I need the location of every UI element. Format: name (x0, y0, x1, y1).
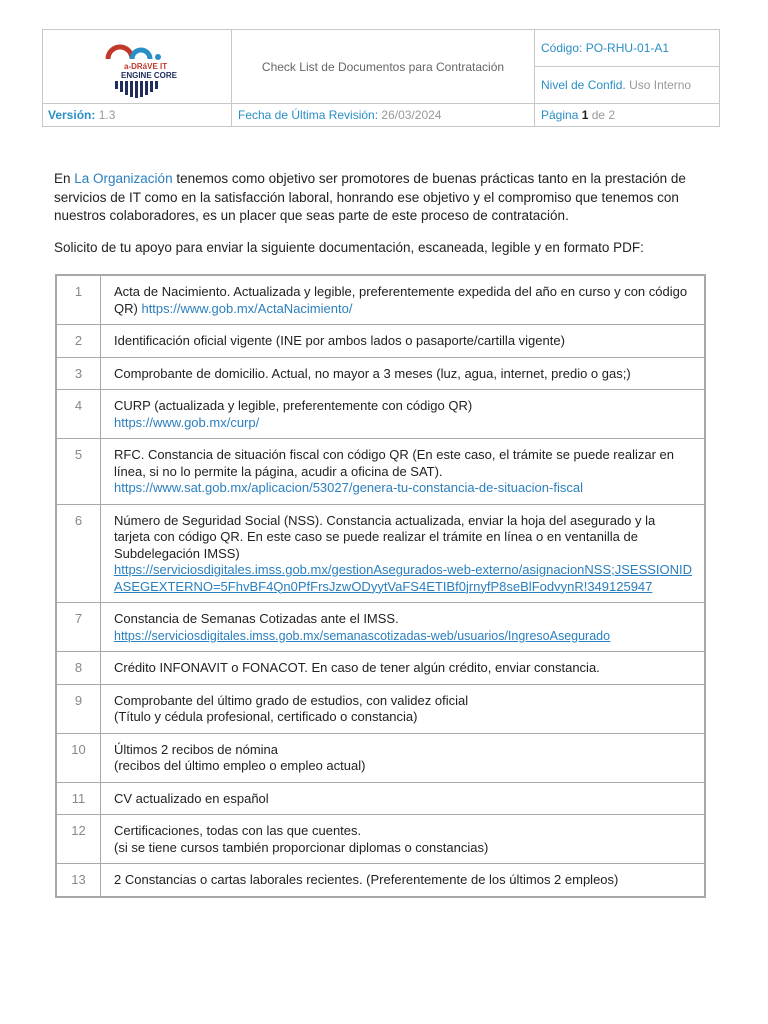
item-link[interactable]: https://serviciosdigitales.imss.gob.mx/gestionAsegurados-web-externo/asignacionNSS;JSESSIONIDASEGEXTERNO=5FhvBF4Qn0PfFrsJzwODyytVaFS4ETIBf0jrnyfP8seBlFodvynR!349125947 (114, 562, 693, 594)
item-number: 10 (56, 733, 101, 782)
fecha-label: Fecha de Última Revisión: (238, 108, 379, 122)
organization-link[interactable]: La Organización (74, 171, 173, 186)
item-number: 8 (56, 652, 101, 685)
table-row (56, 652, 705, 685)
item-text: Identificación oficial vigente (INE por ambos lados o pasaporte/cartilla vigente) (101, 325, 706, 358)
logo-line1: a-DRáVE IT (124, 61, 168, 71)
item-number: 7 (56, 603, 101, 652)
company-logo (94, 37, 180, 99)
item-number: 1 (56, 275, 101, 325)
table-row (56, 439, 705, 505)
logo-cell (43, 30, 232, 104)
requirements-table (55, 274, 706, 898)
version-value: 1.3 (98, 108, 116, 122)
item-link[interactable]: https://serviciosdigitales.imss.gob.mx/semanascotizadas-web/usuarios/IngresoAsegurado (114, 628, 611, 643)
table-row (56, 504, 705, 603)
item-content (101, 684, 706, 733)
table-row (56, 815, 705, 864)
table-row (56, 325, 705, 358)
item-link[interactable]: https://www.gob.mx/ActaNacimiento/ (141, 300, 353, 316)
table-row (56, 733, 705, 782)
intro-paragraph-2: Solicito de tu apoyo para enviar la siguiente documentación, escaneada, legible y en formato PDF: (54, 239, 644, 255)
item-number: 4 (56, 390, 101, 439)
document-header (42, 29, 720, 127)
item-text: RFC. Constancia de situación fiscal con código QR (En este caso, el trámite se puede realizar en línea, si no lo permite la página, acudir a oficina de SAT). (114, 447, 674, 479)
intro-prefix: En (54, 171, 75, 186)
item-number: 5 (56, 439, 101, 505)
codigo-value: PO-RHU-01-A1 (585, 41, 670, 55)
item-number: 12 (56, 815, 101, 864)
fecha-value: 26/03/2024 (381, 108, 442, 122)
table-row (56, 390, 705, 439)
item-subtext: (Título y cédula profesional, certificado o constancia) (114, 709, 418, 724)
item-number: 2 (56, 325, 101, 358)
item-text: Acta de Nacimiento. Actualizada y legible, preferentemente expedida del año en curso y con código QR) (114, 284, 688, 316)
version-cell (43, 104, 232, 127)
item-text: 2 Constancias o cartas laborales recientes. (Preferentemente de los últimos 2 empleos) (101, 864, 706, 897)
item-content (101, 815, 706, 864)
item-text: Crédito INFONAVIT o FONACOT. En caso de tener algún crédito, enviar constancia. (101, 652, 706, 685)
pagina-label: Página (541, 108, 579, 122)
version-label: Versión: (48, 108, 96, 122)
item-link[interactable]: https://www.gob.mx/curp/ (114, 414, 260, 430)
item-content (101, 275, 706, 325)
item-text: Constancia de Semanas Cotizadas ante el IMSS. (114, 611, 399, 626)
codigo-cell (535, 30, 720, 67)
intro-body: tenemos como objetivo ser promotores de buenas prácticas tanto en la prestación de servicios de IT como en la satisfacción laboral, honrando ese objetivo y el compromiso que tenemos con nuestros colaboradores, es un placer que seas parte de este proceso de contratación. (54, 171, 686, 223)
item-content (101, 603, 706, 652)
logo-line2: ENGINE CORE (121, 70, 178, 80)
item-number: 11 (56, 782, 101, 815)
item-text: Últimos 2 recibos de nómina (114, 741, 279, 757)
fecha-cell (232, 104, 535, 127)
table-row (56, 684, 705, 733)
nivel-cell (535, 67, 720, 104)
item-number: 13 (56, 864, 101, 897)
pagina-cell (535, 104, 720, 127)
document-title: Check List de Documentos para Contratación (232, 30, 535, 104)
item-text: CV actualizado en español (101, 782, 706, 815)
item-number: 9 (56, 684, 101, 733)
pagina-total: de 2 (591, 108, 616, 122)
table-row (56, 275, 705, 325)
item-content (101, 439, 706, 505)
item-number: 3 (56, 357, 101, 390)
item-text: Certificaciones, todas con las que cuentes. (114, 823, 362, 838)
item-subtext: (recibos del último empleo o empleo actual) (114, 758, 366, 773)
item-content (101, 733, 706, 782)
item-link[interactable]: https://www.sat.gob.mx/aplicacion/53027/genera-tu-constancia-de-situacion-fiscal (114, 480, 583, 495)
codigo-label: Código: (541, 41, 583, 55)
item-subtext: (si se tiene cursos también proporcionar diplomas o constancias) (114, 839, 489, 855)
intro-text (54, 170, 714, 270)
item-text: Comprobante de domicilio. Actual, no mayor a 3 meses (luz, agua, internet, predio o gas;) (101, 357, 706, 390)
item-text: Número de Seguridad Social (NSS). Constancia actualizada, enviar la hoja del asegurado y la tarjeta con código QR. En este caso se puede realizar el trámite en línea o en ventanilla de Subdelegación IMSS) (114, 512, 656, 561)
nivel-value: Uso Interno (629, 78, 692, 92)
table-row (56, 864, 705, 897)
item-content (101, 504, 706, 603)
item-text: Comprobante del último grado de estudios, con validez oficial (114, 692, 469, 708)
table-row (56, 603, 705, 652)
table-row (56, 357, 705, 390)
item-content (101, 390, 706, 439)
item-number: 6 (56, 504, 101, 603)
nivel-label: Nivel de Confid. (541, 78, 626, 92)
intro-paragraph-1 (54, 170, 714, 226)
item-text: CURP (actualizada y legible, preferentemente con código QR) (114, 398, 473, 413)
table-row (56, 782, 705, 815)
pagina-number: 1 (581, 108, 589, 122)
